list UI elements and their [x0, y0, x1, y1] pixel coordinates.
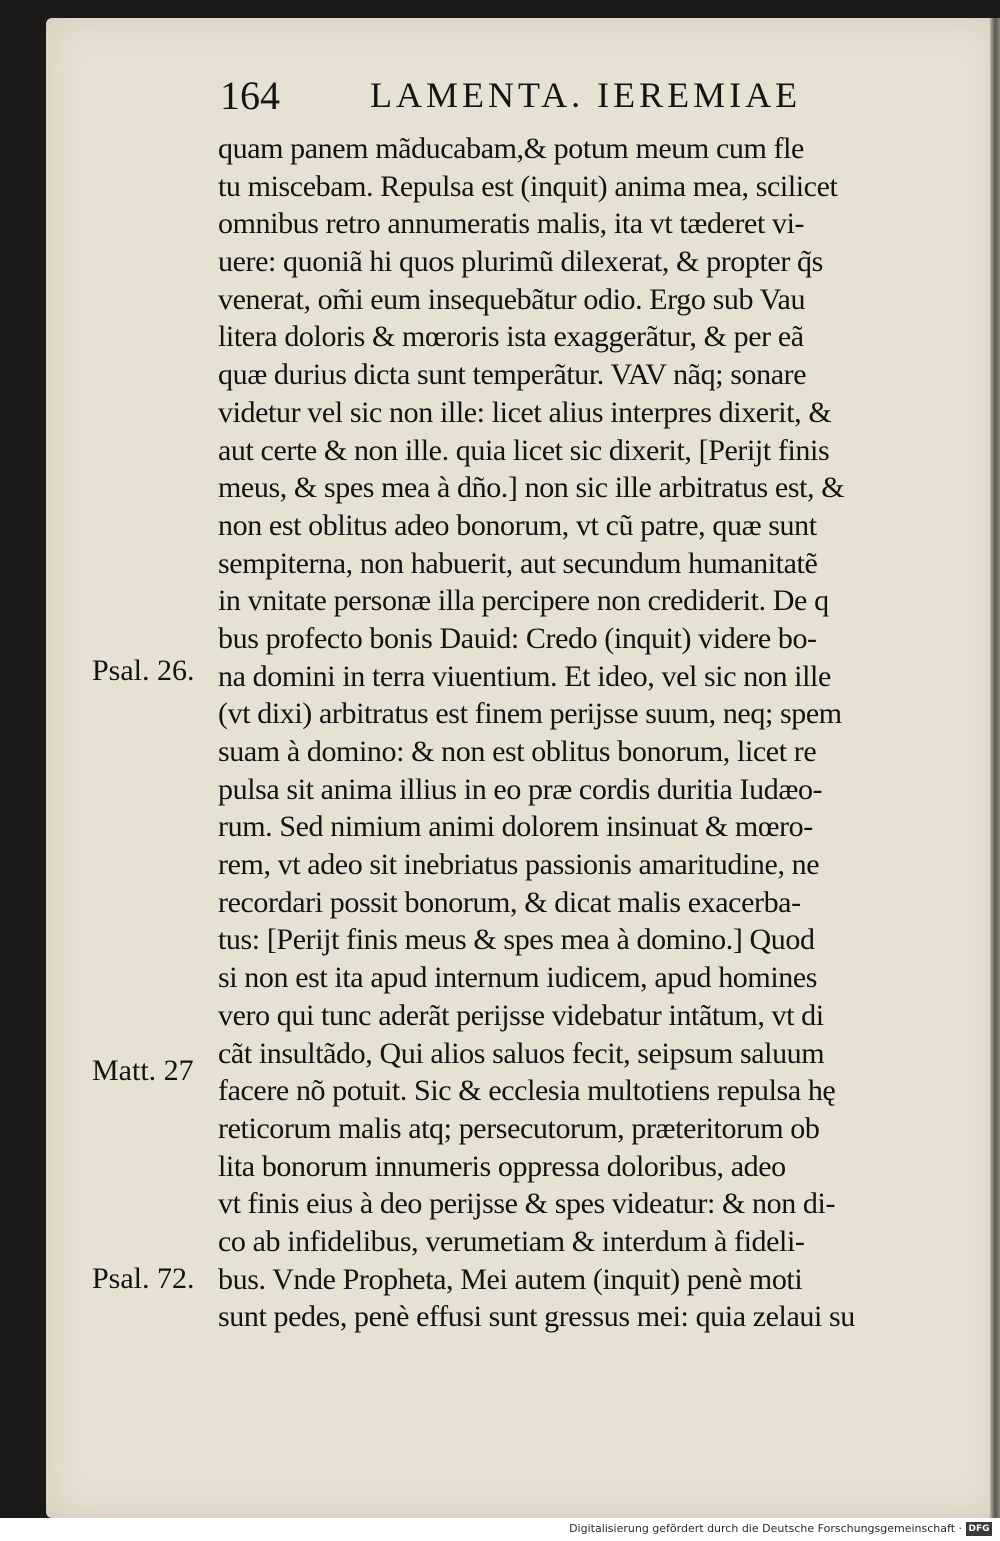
text-line: reticorum malis atq; persecutorum, præteritorum ob: [218, 1111, 820, 1145]
text-line: omnibus retro annumeratis malis, ita vt tæderet vi-: [218, 207, 805, 241]
text-line: non est oblitus adeo bonorum, vt cũ patre, quæ sunt: [218, 508, 817, 542]
running-title: LAMENTA. IEREMIAE: [370, 75, 802, 115]
text-line: recordari possit bonorum, & dicat malis exacerba-: [218, 885, 801, 919]
footer-bar: [0, 1518, 1000, 1541]
dfg-logo: DFG: [966, 1522, 992, 1536]
text-line: quæ durius dicta sunt temperãtur. VAV nãq; sonare: [218, 358, 807, 392]
text-line: bus profecto bonis Dauid: Credo (inquit) videre bo-: [218, 621, 817, 655]
text-line: suam à domino: & non est oblitus bonorum, licet re: [218, 735, 817, 768]
text-line: aut certe & non ille. quia licet sic dixerit, [Perijt finis: [218, 433, 830, 467]
text-line: in vnitate personæ illa percipere non crediderit. De q: [218, 584, 829, 618]
text-line: videtur vel sic non ille: licet alius interpres dixerit, &: [218, 395, 832, 429]
text-line: sempiterna, non habuerit, aut secundum humanitatẽ: [218, 546, 818, 580]
text-line: rum. Sed nimium animi dolorem insinuat & mœro-: [218, 810, 813, 844]
text-line: vt finis eius à deo perijsse & spes videatur: & non di-: [218, 1187, 836, 1221]
footer-credit: Digitalisierung gefördert durch die Deutsche Forschungsgemeinschaft ·: [569, 1522, 962, 1535]
text-line: meus, & spes mea à dño.] non sic ille arbitratus est, &: [218, 471, 845, 505]
text-line: tus: [Perijt finis meus & spes mea à domino.] Quod: [218, 923, 815, 957]
margin-note-psal-72: Psal. 72.: [92, 1262, 195, 1295]
text-line: na domini in terra viuentium. Et ideo, vel sic non ille: [218, 659, 831, 693]
page-number: 164: [220, 73, 280, 118]
page-header: [220, 72, 940, 132]
text-line: cãt insultãdo, Qui alios saluos fecit, seipsum saluum: [218, 1036, 825, 1070]
text-line: uere: quoniã hi quos plurimũ dilexerat, & propter q̃s: [218, 245, 823, 279]
text-line: facere nõ potuit. Sic & ecclesia multotiens repulsa hę: [218, 1074, 836, 1108]
text-line: venerat, om̃i eum insequebãtur odio. Ergo sub Vau: [218, 282, 806, 316]
text-line: tu miscebam. Repulsa est (inquit) anima mea, scilicet: [218, 169, 838, 203]
text-line: vero qui tunc aderãt perijsse videbatur intãtum, vt di: [218, 998, 824, 1032]
margin-note-matt-27: Matt. 27: [92, 1054, 194, 1087]
text-line: si non est ita apud internum iudicem, apud homines: [218, 961, 818, 995]
text-line: (vt dixi) arbitratus est finem perijsse suum, neq; spem: [218, 697, 842, 731]
text-line: co ab infidelibus, verumetiam & interdum à fideli-: [218, 1224, 805, 1258]
page-edge: [990, 18, 1000, 1518]
text-line: litera doloris & mœroris ista exaggerãtur, & per eã: [218, 320, 804, 354]
text-line: pulsa sit anima illius in eo præ cordis duritia Iudæo-: [218, 772, 823, 806]
text-line: quam panem mãducabam,& potum meum cum fle: [218, 132, 804, 165]
margin-note-psal-26: Psal. 26.: [92, 654, 195, 687]
body-text: [218, 130, 942, 1336]
text-line: rem, vt adeo sit inebriatus passionis amaritudine, ne: [218, 848, 820, 882]
text-line: lita bonorum innumeris oppressa doloribus, adeo: [218, 1149, 786, 1183]
text-line: bus. Vnde Propheta, Mei autem (inquit) penè moti: [218, 1262, 803, 1296]
text-line: sunt pedes, penè effusi sunt gressus mei: quia zelaui su: [218, 1300, 855, 1334]
